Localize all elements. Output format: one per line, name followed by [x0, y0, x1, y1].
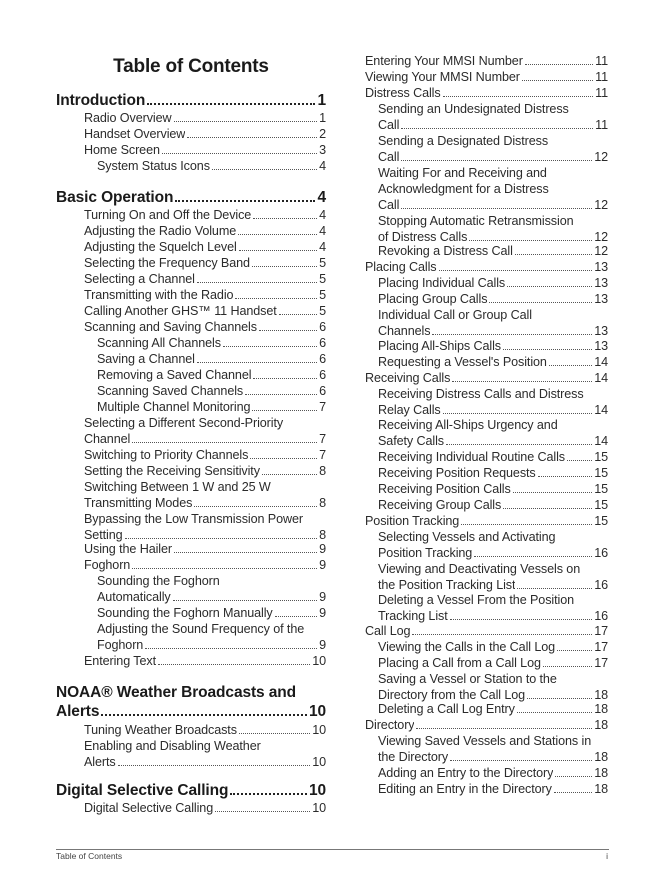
- toc-entry[interactable]: [378, 750, 608, 766]
- dot-leader: [401, 128, 593, 129]
- toc-entry[interactable]: [84, 654, 326, 670]
- toc-section-heading[interactable]: [56, 781, 326, 800]
- toc-page-number: 6: [319, 320, 326, 334]
- toc-page-number: 13: [594, 339, 608, 353]
- dot-leader: [555, 776, 592, 777]
- toc-page-number: 1: [319, 111, 326, 125]
- dot-leader: [567, 460, 592, 461]
- toc-page-number: 15: [594, 466, 608, 480]
- toc-entry-line: Sounding the Foghorn: [97, 574, 220, 588]
- dot-leader: [432, 334, 592, 335]
- toc-entry[interactable]: [365, 371, 608, 387]
- toc-page-number: 9: [319, 542, 326, 556]
- toc-page-number: 18: [594, 749, 608, 764]
- toc-page-number: 14: [594, 402, 608, 417]
- toc-entry-title: Switching to Priority Channels: [84, 448, 249, 462]
- dot-leader: [522, 80, 593, 81]
- toc-entry-line: Viewing Saved Vessels and Stations in: [378, 734, 592, 748]
- toc-page-number: 4: [319, 159, 326, 173]
- toc-page-number: 10: [308, 782, 326, 799]
- dot-leader: [443, 96, 594, 97]
- toc-entry-title: Radio Overview: [84, 111, 172, 125]
- toc-entry-title: Call: [378, 149, 400, 164]
- toc-entry-title: Channels: [378, 323, 431, 338]
- toc-page-number: 6: [319, 384, 326, 398]
- dot-leader: [132, 568, 317, 569]
- toc-entry[interactable]: [378, 434, 608, 450]
- toc-entry-line: Acknowledgment for a Distress: [378, 181, 549, 196]
- dot-leader: [412, 634, 592, 635]
- dot-leader: [262, 474, 317, 475]
- dot-leader: [543, 666, 592, 667]
- dot-leader: [554, 792, 592, 793]
- toc-entry-line: Selecting Vessels and Activating: [378, 530, 556, 544]
- toc-entry[interactable]: [84, 143, 326, 159]
- toc-entry-title: Receiving Individual Routine Calls: [378, 450, 566, 464]
- toc-entry[interactable]: [365, 624, 608, 640]
- toc-entry-title: Entering Text: [84, 654, 156, 668]
- dot-leader: [197, 282, 317, 283]
- toc-entry-line: Saving a Vessel or Station to the: [378, 672, 557, 686]
- dot-leader: [259, 330, 317, 331]
- toc-page-number: 6: [319, 336, 326, 350]
- toc-page-number: 4: [319, 208, 326, 222]
- toc-page-number: 9: [319, 558, 326, 572]
- toc-page-number: 13: [594, 260, 608, 274]
- toc-entry-title: Automatically: [97, 589, 171, 604]
- dot-leader: [474, 556, 592, 557]
- dot-leader: [525, 64, 593, 65]
- dot-leader: [118, 765, 311, 766]
- toc-page-number: 7: [319, 400, 326, 414]
- dot-leader: [252, 410, 317, 411]
- toc-entry-title: Adjusting the Squelch Level: [84, 240, 237, 254]
- toc-entry[interactable]: [378, 782, 608, 798]
- toc-page-number: 12: [594, 244, 608, 258]
- toc-entry-line: Sending an Undesignated Distress: [378, 102, 569, 116]
- toc-entry[interactable]: [365, 718, 608, 734]
- dot-leader: [416, 728, 592, 729]
- toc-entry-title: Position Tracking: [378, 545, 473, 560]
- dot-leader: [250, 458, 317, 459]
- toc-entry-line: Receiving All-Ships Urgency and: [378, 418, 558, 432]
- toc-page-number: 5: [319, 272, 326, 286]
- dot-leader: [527, 698, 592, 699]
- toc-page-number: 15: [594, 482, 608, 496]
- toc-entry[interactable]: [378, 244, 608, 260]
- toc-page-number: 2: [319, 127, 326, 141]
- toc-entry-title: Placing Individual Calls: [378, 276, 506, 290]
- toc-entry-title: Foghorn: [84, 558, 131, 572]
- toc-entry-line: Individual Call or Group Call: [378, 308, 532, 322]
- toc-entry[interactable]: [84, 111, 326, 127]
- dot-leader: [401, 208, 592, 209]
- dot-leader: [253, 378, 317, 379]
- toc-entry[interactable]: [378, 324, 608, 340]
- toc-entry-title: Adjusting the Radio Volume: [84, 224, 237, 238]
- toc-entry-title: Tracking List: [378, 608, 448, 623]
- toc-entry[interactable]: [378, 609, 608, 625]
- toc-entry-title: Selecting a Channel: [84, 272, 195, 286]
- toc-entry[interactable]: [97, 159, 326, 175]
- footer-divider: [56, 849, 609, 850]
- toc-entry-title: Introduction: [56, 92, 146, 109]
- toc-entry-title: of Distress Calls: [378, 229, 468, 244]
- toc-entry[interactable]: [378, 656, 608, 672]
- toc-page-number: 10: [308, 703, 326, 720]
- toc-page-number: 15: [594, 498, 608, 512]
- toc-entry[interactable]: [84, 801, 326, 817]
- dot-leader: [450, 619, 593, 620]
- toc-entry[interactable]: [378, 355, 608, 371]
- toc-entry-title: Placing All-Ships Calls: [378, 339, 501, 353]
- dot-leader: [101, 714, 307, 716]
- toc-entry-line: Viewing and Deactivating Vessels on: [378, 562, 581, 576]
- toc-entry[interactable]: [84, 464, 326, 480]
- dot-leader: [549, 365, 592, 366]
- dot-leader: [253, 218, 317, 219]
- toc-page-number: 12: [594, 197, 608, 212]
- dot-leader: [173, 600, 318, 601]
- toc-entry-title: Placing a Call from a Call Log: [378, 656, 541, 670]
- toc-page-number: 4: [319, 240, 326, 254]
- toc-entry-title: Relay Calls: [378, 402, 441, 417]
- toc-entry[interactable]: [97, 352, 326, 368]
- toc-entry-title: Distress Calls: [365, 86, 441, 100]
- toc-page-number: 18: [594, 782, 608, 796]
- toc-page-number: 10: [312, 801, 326, 815]
- toc-entry[interactable]: [378, 198, 608, 214]
- toc-section-heading[interactable]: [56, 91, 326, 110]
- toc-entry[interactable]: [84, 208, 326, 224]
- toc-entry[interactable]: [84, 558, 326, 574]
- toc-entry[interactable]: [84, 240, 326, 256]
- dot-leader: [147, 103, 315, 105]
- dot-leader: [230, 793, 307, 795]
- toc-entry-title: Position Tracking: [365, 514, 460, 528]
- dot-leader: [158, 664, 310, 665]
- toc-page-number: 16: [594, 608, 608, 623]
- toc-page-number: 12: [594, 229, 608, 244]
- toc-entry-title: Directory from the Call Log: [378, 687, 526, 702]
- toc-page-number: 14: [594, 355, 608, 369]
- toc-entry[interactable]: [84, 224, 326, 240]
- dot-leader: [489, 302, 592, 303]
- toc-entry-title: Editing an Entry in the Directory: [378, 782, 552, 796]
- dot-leader: [515, 254, 592, 255]
- dot-leader: [174, 552, 317, 553]
- toc-entry[interactable]: [84, 723, 326, 739]
- dot-leader: [239, 733, 310, 734]
- toc-entry[interactable]: [365, 70, 608, 86]
- toc-page-number: 10: [312, 654, 326, 668]
- toc-entry-title: Removing a Saved Channel: [97, 368, 252, 382]
- toc-entry-title: Call: [378, 197, 400, 212]
- toc-page-number: 3: [319, 143, 326, 157]
- toc-entry-line: Adjusting the Sound Frequency of the: [97, 622, 305, 636]
- toc-entry-title: the Directory: [378, 749, 449, 764]
- toc-page-number: 9: [319, 606, 326, 620]
- toc-entry-title: Digital Selective Calling: [56, 782, 229, 799]
- toc-entry[interactable]: [365, 260, 608, 276]
- page-title: Table of Contents: [113, 56, 269, 77]
- dot-leader: [538, 476, 593, 477]
- dot-leader: [238, 234, 317, 235]
- toc-page-number: 8: [319, 495, 326, 510]
- toc-entry[interactable]: [365, 54, 608, 70]
- dot-leader: [275, 616, 317, 617]
- dot-leader: [452, 381, 592, 382]
- toc-entry-title: Calling Another GHS™ 11 Handset: [84, 304, 277, 318]
- toc-entry[interactable]: [365, 86, 608, 102]
- toc-page-number: 11: [595, 54, 608, 68]
- toc-entry[interactable]: [97, 590, 326, 606]
- dot-leader: [517, 588, 592, 589]
- toc-entry-title: Entering Your MMSI Number: [365, 54, 523, 68]
- toc-entry-line: Selecting a Different Second-Priority: [84, 416, 284, 430]
- toc-entry-title: Deleting a Call Log Entry: [378, 702, 515, 716]
- toc-entry[interactable]: [378, 640, 608, 656]
- dot-leader: [517, 712, 592, 713]
- toc-entry-line: Stopping Automatic Retransmission: [378, 214, 574, 228]
- toc-page-number: 17: [594, 640, 608, 654]
- dot-leader: [469, 240, 592, 241]
- toc-entry[interactable]: [84, 127, 326, 143]
- toc-entry-title: Placing Calls: [365, 260, 437, 274]
- toc-page-number: 14: [594, 433, 608, 448]
- toc-entry-title: Foghorn: [97, 637, 144, 652]
- toc-page-number: 4: [317, 189, 326, 206]
- toc-page-number: 13: [594, 323, 608, 338]
- toc-entry-title: Viewing the Calls in the Call Log: [378, 640, 556, 654]
- toc-entry-title: Transmitting with the Radio: [84, 288, 234, 302]
- toc-page-number: 11: [595, 117, 608, 132]
- toc-page-number: 18: [594, 702, 608, 716]
- dot-leader: [252, 266, 317, 267]
- toc-section-heading[interactable]: [56, 702, 326, 721]
- toc-page-number: 9: [319, 637, 326, 652]
- dot-leader: [446, 444, 592, 445]
- toc-entry-title: Placing Group Calls: [378, 292, 488, 306]
- dot-leader: [439, 270, 593, 271]
- toc-entry-title: Saving a Channel: [97, 352, 195, 366]
- footer-page-number: i: [606, 851, 608, 861]
- toc-entry-title: Alerts: [84, 754, 116, 769]
- toc-entry[interactable]: [84, 288, 326, 304]
- toc-page-number: 5: [319, 256, 326, 270]
- toc-entry-title: Turning On and Off the Device: [84, 208, 252, 222]
- toc-entry-title: Receiving Group Calls: [378, 498, 502, 512]
- toc-entry-title: Sounding the Foghorn Manually: [97, 606, 273, 620]
- toc-entry[interactable]: [378, 292, 608, 308]
- toc-page-number: 7: [319, 448, 326, 462]
- toc-entry[interactable]: [84, 755, 326, 771]
- toc-page-number: 15: [594, 514, 608, 528]
- toc-entry-line: Sending a Designated Distress: [378, 134, 549, 148]
- toc-page-number: 10: [312, 723, 326, 737]
- toc-entry-title: Receiving Position Calls: [378, 482, 511, 496]
- toc-entry[interactable]: [378, 339, 608, 355]
- dot-leader: [212, 169, 317, 170]
- toc-entry-line: NOAA® Weather Broadcasts and: [56, 684, 297, 701]
- toc-entry[interactable]: [84, 496, 326, 512]
- toc-page-number: 11: [595, 70, 608, 84]
- dot-leader: [503, 349, 592, 350]
- toc-entry-title: Setting the Receiving Sensitivity: [84, 464, 260, 478]
- dot-leader: [235, 298, 317, 299]
- toc-page-number: 8: [319, 527, 326, 542]
- toc-entry[interactable]: [378, 766, 608, 782]
- toc-page-number: 17: [594, 624, 608, 638]
- toc-entry[interactable]: [378, 482, 608, 498]
- toc-page-number: 17: [594, 656, 608, 670]
- toc-page-number: 18: [594, 766, 608, 780]
- toc-entry-line: Switching Between 1 W and 25 W: [84, 480, 271, 494]
- dot-leader: [279, 314, 317, 315]
- dot-leader: [461, 524, 592, 525]
- toc-page-number: 18: [594, 718, 608, 732]
- toc-page-number: 16: [594, 577, 608, 592]
- toc-entry-title: Home Screen: [84, 143, 160, 157]
- toc-page-number: 12: [594, 149, 608, 164]
- toc-entry[interactable]: [84, 320, 326, 336]
- footer-label: Table of Contents: [56, 851, 123, 861]
- toc-page-number: 6: [319, 368, 326, 382]
- toc-entry[interactable]: [84, 432, 326, 448]
- toc-entry-title: Basic Operation: [56, 189, 174, 206]
- dot-leader: [125, 538, 318, 539]
- toc-entry[interactable]: [84, 256, 326, 272]
- toc-page-number: 1: [317, 92, 326, 109]
- toc-entry-title: Directory: [365, 718, 415, 732]
- dot-leader: [401, 160, 592, 161]
- toc-entry-title: Requesting a Vessel's Position: [378, 355, 547, 369]
- toc-entry-title: Scanning Saved Channels: [97, 384, 244, 398]
- toc-page-number: 4: [319, 224, 326, 238]
- dot-leader: [194, 506, 317, 507]
- toc-section-heading[interactable]: [56, 188, 326, 207]
- toc-page-number: 6: [319, 352, 326, 366]
- toc-entry[interactable]: [84, 272, 326, 288]
- toc-entry-line: Receiving Distress Calls and Distress: [378, 387, 584, 401]
- dot-leader: [175, 200, 315, 202]
- toc-entry[interactable]: [84, 542, 326, 558]
- toc-page-number: 8: [319, 464, 326, 478]
- toc-entry-title: Scanning All Channels: [97, 336, 221, 350]
- toc-entry-title: Handset Overview: [84, 127, 186, 141]
- dot-leader: [450, 760, 592, 761]
- toc-entry-title: Digital Selective Calling: [84, 801, 214, 815]
- dot-leader: [174, 121, 318, 122]
- toc-entry-line: Deleting a Vessel From the Position: [378, 593, 575, 607]
- toc-page-number: 14: [594, 371, 608, 385]
- toc-entry[interactable]: [378, 403, 608, 419]
- dot-leader: [443, 413, 593, 414]
- toc-entry[interactable]: [97, 336, 326, 352]
- toc-entry-title: Revoking a Distress Call: [378, 244, 513, 258]
- dot-leader: [507, 286, 592, 287]
- toc-entry[interactable]: [97, 368, 326, 384]
- toc-entry[interactable]: [378, 450, 608, 466]
- dot-leader: [187, 137, 317, 138]
- toc-entry-line: Enabling and Disabling Weather: [84, 739, 261, 753]
- toc-entry-title: Receiving Position Requests: [378, 466, 536, 480]
- toc-entry[interactable]: [378, 118, 608, 134]
- toc-page-number: 7: [319, 431, 326, 446]
- toc-entry-title: Using the Hailer: [84, 542, 172, 556]
- toc-entry-title: the Position Tracking List: [378, 577, 516, 592]
- toc-entry-title: Viewing Your MMSI Number: [365, 70, 520, 84]
- toc-entry[interactable]: [378, 498, 608, 514]
- toc-page-number: 13: [594, 276, 608, 290]
- toc-entry[interactable]: [378, 276, 608, 292]
- toc-entry[interactable]: [84, 304, 326, 320]
- toc-page-number: 15: [594, 450, 608, 464]
- toc-entry[interactable]: [378, 702, 608, 718]
- toc-entry[interactable]: [365, 514, 608, 530]
- dot-leader: [215, 811, 310, 812]
- toc-page-number: 11: [595, 86, 608, 100]
- toc-page-number: 16: [594, 545, 608, 560]
- toc-entry-title: Scanning and Saving Channels: [84, 320, 257, 334]
- toc-entry[interactable]: [97, 400, 326, 416]
- dot-leader: [513, 492, 592, 493]
- toc-entry-title: Setting: [84, 527, 123, 542]
- toc-entry[interactable]: [97, 606, 326, 622]
- toc-entry[interactable]: [378, 150, 608, 166]
- toc-page-number: 10: [312, 754, 326, 769]
- toc-entry[interactable]: [84, 448, 326, 464]
- toc-entry-title: Call: [378, 117, 400, 132]
- toc-entry-title: Alerts: [56, 703, 100, 720]
- toc-page-number: 5: [319, 288, 326, 302]
- toc-entry-title: System Status Icons: [97, 159, 210, 173]
- dot-leader: [197, 362, 317, 363]
- toc-entry[interactable]: [97, 384, 326, 400]
- toc-entry-line: Bypassing the Low Transmission Power: [84, 512, 303, 526]
- toc-entry-title: Call Log: [365, 624, 411, 638]
- toc-entry-title: Tuning Weather Broadcasts: [84, 723, 237, 737]
- toc-entry-title: Selecting the Frequency Band: [84, 256, 250, 270]
- toc-page-number: 9: [319, 589, 326, 604]
- toc-entry-title: Transmitting Modes: [84, 495, 193, 510]
- toc-entry-title: Channel: [84, 431, 131, 446]
- toc-entry[interactable]: [378, 466, 608, 482]
- dot-leader: [557, 650, 592, 651]
- dot-leader: [503, 508, 592, 509]
- toc-page-number: 13: [594, 292, 608, 306]
- toc-entry[interactable]: [97, 638, 326, 654]
- toc-page-number: 5: [319, 304, 326, 318]
- toc-page-number: 18: [594, 687, 608, 702]
- toc-entry-title: Adding an Entry to the Directory: [378, 766, 554, 780]
- dot-leader: [239, 250, 317, 251]
- toc-entry[interactable]: [378, 546, 608, 562]
- dot-leader: [223, 346, 317, 347]
- toc-entry-title: Safety Calls: [378, 433, 444, 448]
- toc-entry-title: Receiving Calls: [365, 371, 451, 385]
- toc-entry-line: Waiting For and Receiving and: [378, 166, 547, 180]
- toc-entry-title: Multiple Channel Monitoring: [97, 400, 251, 414]
- toc-entry[interactable]: [378, 578, 608, 594]
- dot-leader: [145, 648, 317, 649]
- dot-leader: [132, 442, 317, 443]
- dot-leader: [162, 153, 317, 154]
- dot-leader: [245, 394, 317, 395]
